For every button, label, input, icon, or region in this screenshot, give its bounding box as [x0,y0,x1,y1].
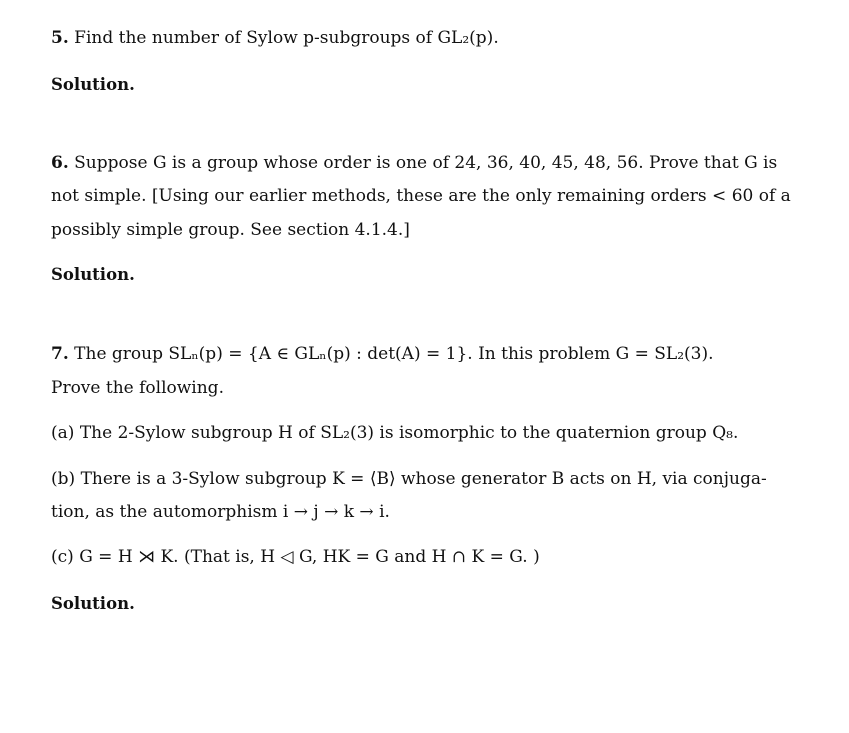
problem-7-line-1 [51,343,714,365]
part-a-label: (a) [51,423,75,443]
problem-7-text-1: The group SLₙ(p) = {A ∈ GLₙ(p) : det(A) = 1}. In this problem G = SL₂(3). [74,344,714,364]
part-b-label: (b) [51,469,76,489]
problem-5-solution-label: Solution. [51,75,135,94]
problem-6-line-2: not simple. [Using our earlier methods, these are the only remaining orders < 60 of a [51,186,791,206]
problem-7-part-a [51,422,738,444]
problem-7-number: 7. [51,344,69,364]
problem-6-line-1 [51,152,777,174]
part-c-label: (c) [51,547,74,567]
problem-7-part-b-line-1 [51,468,767,490]
problem-5-text: Find the number of Sylow p-subgroups of GL₂(p). [74,28,499,48]
problem-7-line-2: Prove the following. [51,378,224,398]
problem-7-part-c [51,546,540,568]
part-a-text: The 2-Sylow subgroup H of SL₂(3) is isomorphic to the quaternion group Q₈. [79,423,739,443]
problem-6-line-3: possibly simple group. See section 4.1.4.] [51,220,410,240]
part-c-text: G = H ⋊ K. (That is, H ◁ G, HK = G and H ∩ K = G. ) [79,547,540,567]
problem-6-text-1: Suppose G is a group whose order is one of 24, 36, 40, 45, 48, 56. Prove that G is [74,153,778,173]
part-b-text-1: There is a 3-Sylow subgroup K = ⟨B⟩ whose generator B acts on H, via conjuga- [80,469,767,489]
problem-7-solution-label: Solution. [51,594,135,613]
problem-7-part-b-line-2: tion, as the automorphism i → j → k → i. [51,502,390,522]
problem-6-solution-label: Solution. [51,265,135,284]
problem-5-number: 5. [51,28,69,48]
problem-6-number: 6. [51,153,69,173]
problem-5-statement [51,27,499,49]
